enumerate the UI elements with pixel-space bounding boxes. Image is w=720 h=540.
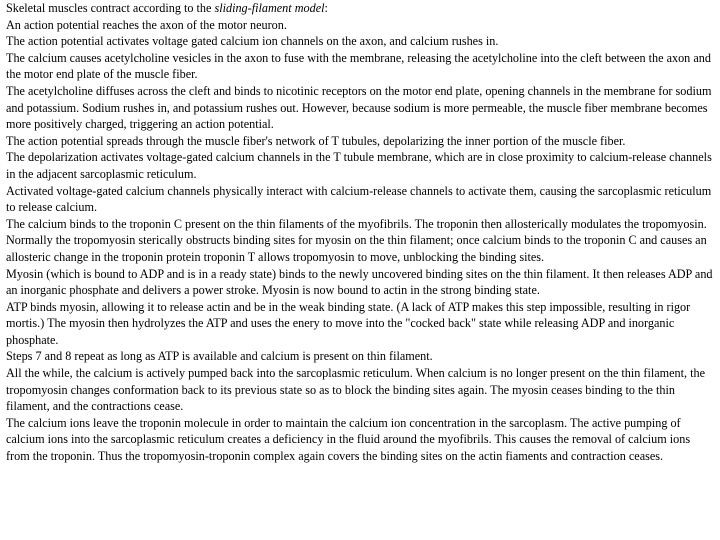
- paragraph-7: Activated voltage-gated calcium channels physically interact with calcium-release channels to activate them, causing the sarcoplasmic reticulum to release calcium.: [6, 183, 712, 215]
- paragraph-2: The action potential activates voltage gated calcium ion channels on the axon, and calcium rushes in.: [6, 34, 499, 49]
- paragraph-6: The depolarization activates voltage-gated calcium channels in the T tubule membrane, which are in close proximity to calcium-release channels in the adjacent sarcoplasmic reticulum.: [6, 150, 712, 181]
- paragraph-3: The calcium causes acetylcholine vesicles in the axon to fuse with the membrane, releasing the acetylcholine into the cleft between the axon and the motor end plate of the muscle fiber.: [6, 50, 711, 82]
- paragraph-4: The acetylcholine diffuses across the cleft and binds to nicotinic receptors on the motor end plate, opening channels in the membrane for sodium and potassium. Sodium rushes in, and potassium rushes out. However, because sodium is more permeable, the muscle fiber membrane becomes more positively charged, triggering an action potential.: [6, 83, 712, 132]
- title-model: sliding-filament model: [214, 1, 325, 15]
- paragraph-11: Steps 7 and 8 repeat as long as ATP is available and calcium is present on thin filament.: [6, 349, 433, 364]
- document-title: [6, 0, 714, 17]
- title-suffix: :: [324, 1, 328, 15]
- paragraph-8: The calcium binds to the troponin C present on the thin filaments of the myofibrils. The troponin then allosterically modulates the tropomyosin. Normally the tropomyosin sterically obstructs binding sites for myosin on the thin filament; once calcium binds to the troponin C and causes an allosteric change in the troponin protein troponin T allows tropomyosin to move, unblocking the binding sites.: [6, 216, 707, 264]
- paragraph-5: The action potential spreads through the muscle fiber's network of T tubules, depolarizing the inner portion of the muscle fiber.: [6, 133, 626, 148]
- paragraph-9: Myosin (which is bound to ADP and is in a ready state) binds to the newly uncovered binding sites on the thin filament. It then releases ADP and an inorganic phosphate and delivers a power stroke. Myosin is now bound to actin in the strong binding state.: [6, 266, 713, 298]
- paragraph-1: An action potential reaches the axon of the motor neuron.: [6, 17, 287, 32]
- title-prefix: Skeletal muscles contract according to the: [6, 1, 215, 15]
- paragraph-13: The calcium ions leave the troponin molecule in order to maintain the calcium ion concentration in the sarcoplasm. The active pumping of calcium ions into the sarcoplasmic reticulum creates a deficiency in the fluid around the myofibrils. This causes the removal of calcium ions from the troponin. Thus the tropomyosin-troponin complex again covers the binding sites on the actin fiaments and contraction ceases.: [6, 415, 691, 464]
- paragraph-10: ATP binds myosin, allowing it to release actin and be in the weak binding state. (A lack of ATP makes this step impossible, resulting in rigor mortis.) The myosin then hydrolyzes the ATP and uses the enery to move into the "cocked back" state while releasing ADP and inorganic phosphate.: [6, 299, 691, 347]
- paragraph-12: All the while, the calcium is actively pumped back into the sarcoplasmic reticulum. When calcium is no longer present on the thin filament, the tropomyosin changes conformation back to its previous state so as to block the binding sites again. The myosin ceases binding to the thin filament, and the contractions cease.: [6, 366, 706, 414]
